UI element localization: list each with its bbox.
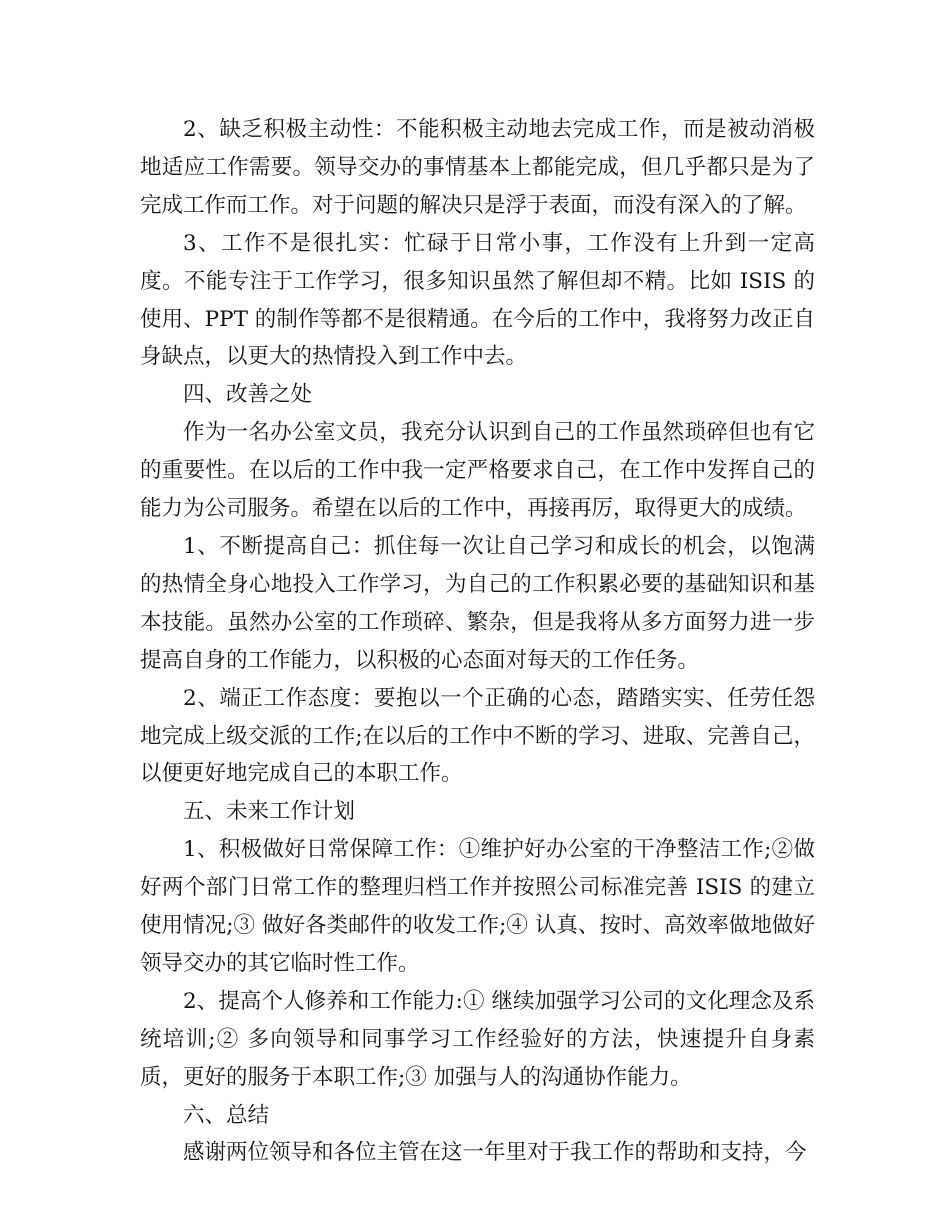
paragraph-thanks: 感谢两位领导和各位主管在这一年里对于我工作的帮助和支持，今 — [183, 1140, 807, 1166]
document-body — [140, 111, 815, 1172]
paragraph-work-attitude: 2、端正工作态度：要抱以一个正确的心态，踏踏实实、任劳任怨地完成上级交派的工作;在以后的工作中不断的学习、进取、完善自己，以便更好地完成自己的本职工作。 — [140, 685, 815, 787]
section-heading-improvements: 四、改善之处 — [183, 382, 313, 408]
paragraph-lack-initiative: 2、缺乏积极主动性：不能积极主动地去完成工作，而是被动消极地适应工作需要。领导交办的事情基本上都能完成，但几乎都只是为了完成工作而工作。对于问题的解决只是浮于表面，而没有深入的了解。 — [140, 117, 815, 218]
paragraph-daily-support-work: 1、积极做好日常保障工作：①维护好办公室的干净整洁工作;②做好两个部门日常工作的整理归档工作并按照公司标准完善 ISIS 的建立使用情况;③ 做好各类邮件的收发工作;④ 认真、按时、高效率做地做好领导交办的其它临时性工作。 — [140, 837, 815, 976]
paragraph-work-not-solid: 3、工作不是很扎实：忙碌于日常小事，工作没有上升到一定高度。不能专注于工作学习，很多知识虽然了解但却不精。比如 ISIS 的使用、PPT 的制作等都不是很精通。在今后的工作中，我将努力改正自身缺点，以更大的热情投入到工作中去。 — [140, 230, 815, 370]
section-heading-future-plan: 五、未来工作计划 — [183, 799, 356, 825]
section-heading-summary: 六、总结 — [183, 1102, 270, 1128]
paragraph-personal-development: 2、提高个人修养和工作能力:① 继续加强学习公司的文化理念及系统培训;② 多向领导和同事学习工作经验好的方法，快速提升自身素质，更好的服务于本职工作;③ 加强与人的沟通协作能力。 — [140, 988, 815, 1090]
paragraph-self-improvement: 1、不断提高自己：抓住每一次让自己学习和成长的机会，以饱满的热情全身心地投入工作学习，为自己的工作积累必要的基础知识和基本技能。虽然办公室的工作琐碎、繁杂，但是我将从多方面努力进一步提高自身的工作能力，以积极的心态面对每天的工作任务。 — [140, 533, 815, 673]
paragraph-improvements-intro: 作为一名办公室文员，我充分认识到自己的工作虽然琐碎但也有它的重要性。在以后的工作中我一定严格要求自己，在工作中发挥自己的能力为公司服务。希望在以后的工作中，再接再厉，取得更大的成绩。 — [140, 420, 815, 522]
